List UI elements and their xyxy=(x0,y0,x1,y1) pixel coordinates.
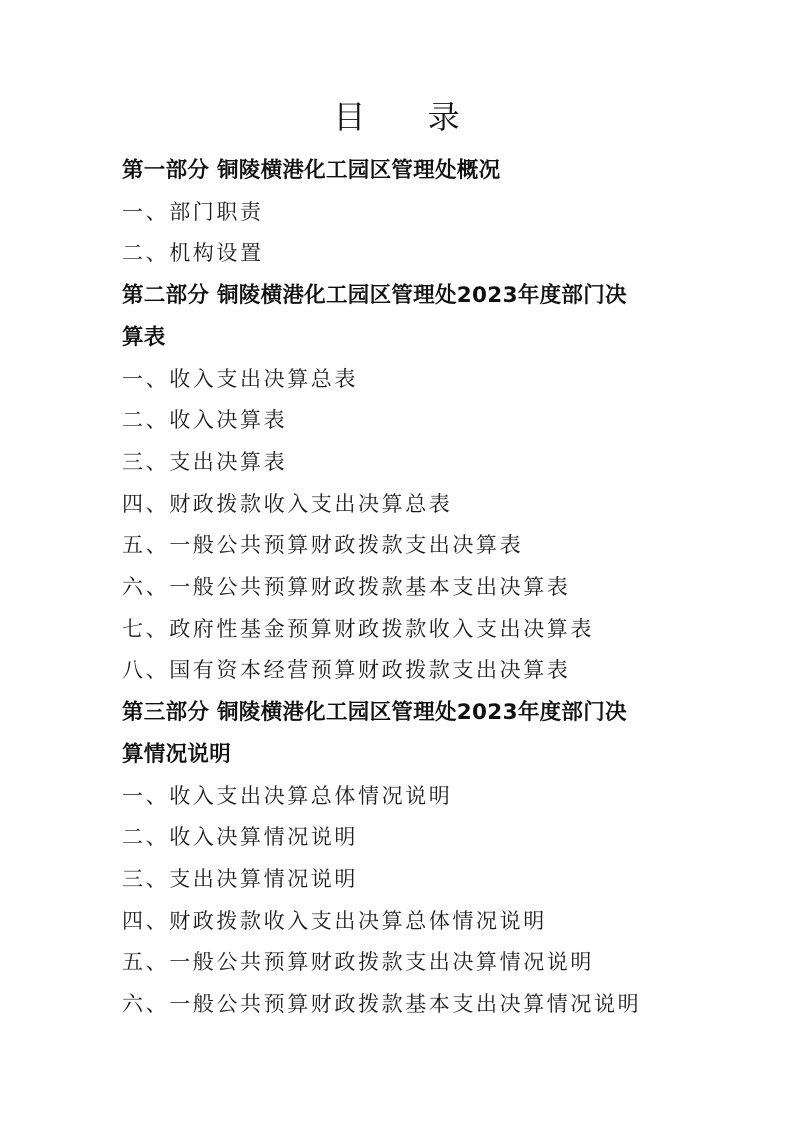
toc-entry: 二、收入决算情况说明 xyxy=(122,825,358,850)
toc-section-heading: 第一部分 铜陵横港化工园区管理处概况 xyxy=(122,158,501,183)
table-of-contents xyxy=(122,150,682,1026)
toc-section-heading-continued: 算情况说明 xyxy=(122,741,232,767)
toc-section-heading: 第二部分 铜陵横港化工园区管理处2023年度部门决 xyxy=(122,283,627,309)
toc-entry: 五、一般公共预算财政拨款支出决算表 xyxy=(122,533,524,558)
toc-section-heading: 第三部分 铜陵横港化工园区管理处2023年度部门决 xyxy=(122,700,627,726)
toc-entry: 三、支出决算情况说明 xyxy=(122,866,358,891)
toc-entry: 六、一般公共预算财政拨款基本支出决算表 xyxy=(122,575,571,600)
page-title: 目 录 xyxy=(333,98,486,136)
toc-entry: 一、收入支出决算总体情况说明 xyxy=(122,783,453,808)
toc-entry: 四、财政拨款收入支出决算总体情况说明 xyxy=(122,908,547,933)
toc-entry: 七、政府性基金预算财政拨款收入支出决算表 xyxy=(122,616,594,641)
toc-entry: 二、机构设置 xyxy=(122,241,264,266)
toc-entry: 八、国有资本经营预算财政拨款支出决算表 xyxy=(122,658,571,683)
toc-section-heading-continued: 算表 xyxy=(122,324,166,350)
toc-entry: 四、财政拨款收入支出决算总表 xyxy=(122,491,453,516)
toc-entry: 一、收入支出决算总表 xyxy=(122,366,358,391)
toc-entry: 一、部门职责 xyxy=(122,199,264,224)
toc-entry: 五、一般公共预算财政拨款支出决算情况说明 xyxy=(122,950,594,975)
toc-entry: 三、支出决算表 xyxy=(122,449,288,474)
toc-entry: 六、一般公共预算财政拨款基本支出决算情况说明 xyxy=(122,992,642,1017)
toc-entry: 二、收入决算表 xyxy=(122,408,288,433)
